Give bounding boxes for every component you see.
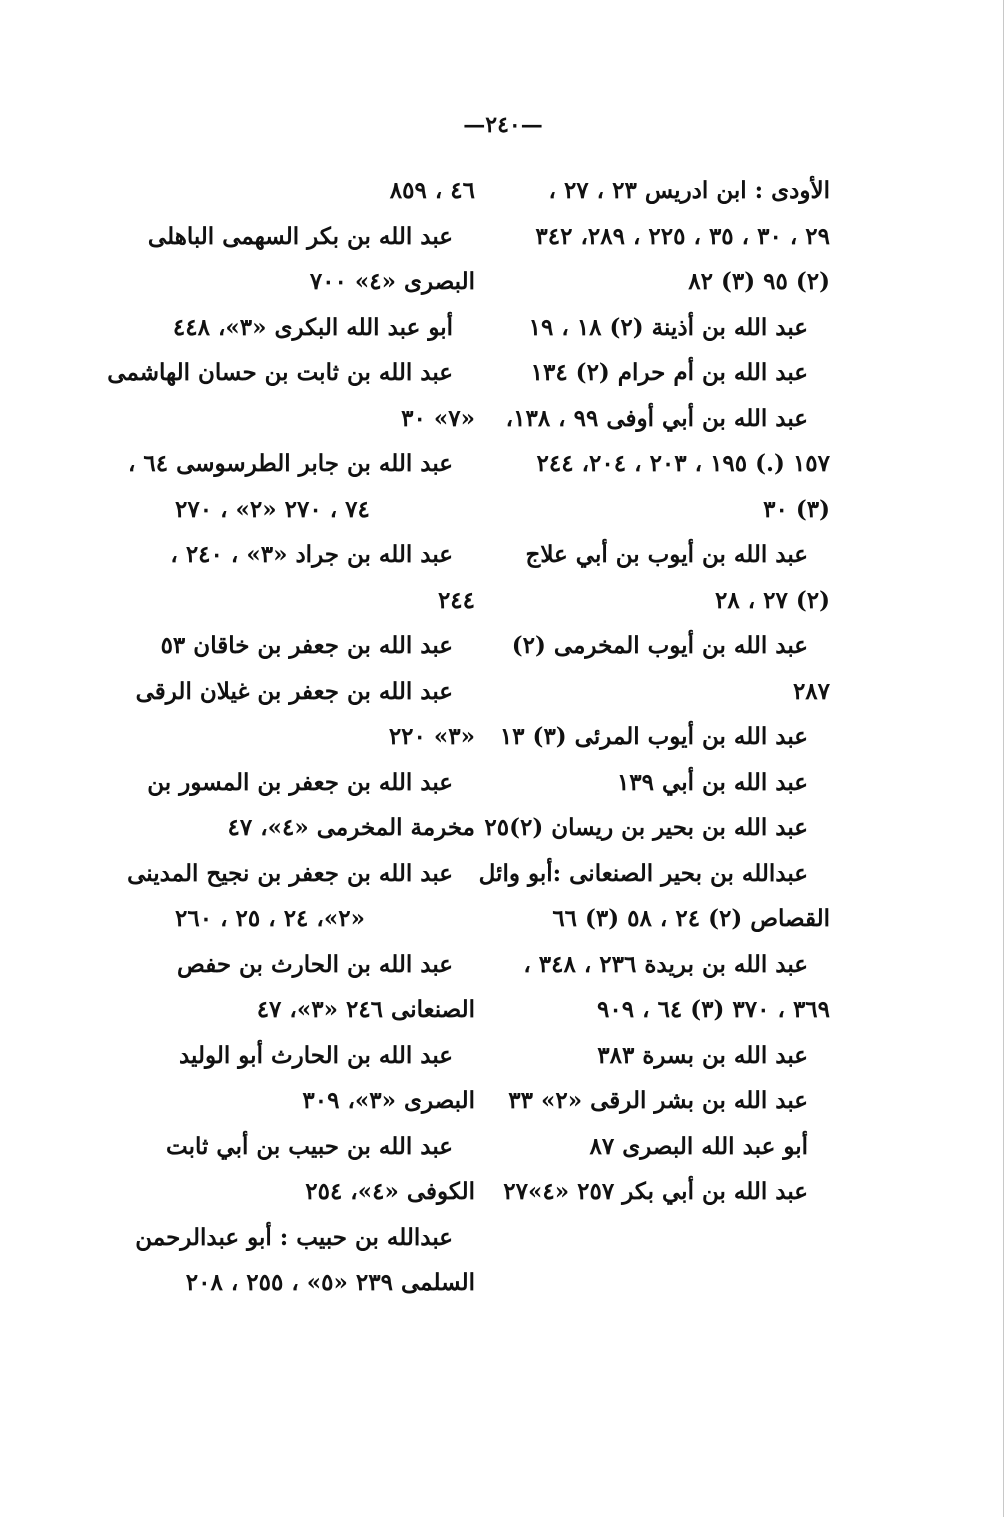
- index-entry-line: ٢٨٧: [792, 677, 830, 705]
- index-entry-line: عبد الله بن الحارث بن حفص: [177, 950, 453, 978]
- index-entry-line: عبد الله بن أيوب بن أبي علاج: [525, 541, 808, 568]
- index-entry-line: (٣) ٣٠: [763, 495, 830, 523]
- index-entry-line: عبد الله بن أيوب المرئى (٣) ١٣: [499, 723, 808, 750]
- index-entry-line: عبد الله بن بسرة ٣٨٣: [597, 1041, 808, 1069]
- index-entry-line: عبد الله بن بحير بن ريسان (٢)٢٥: [484, 814, 808, 841]
- index-column-right: [478, 168, 830, 1215]
- index-entry-line: ٣٦٩ ، ٣٧٠ (٣) ٦٤ ، ٩٠٩: [597, 996, 830, 1023]
- index-entry-line: عبد الله بن بريدة ٢٣٦ ، ٣٤٨ ،: [523, 950, 808, 978]
- index-entry-line: عبد الله بن جراد «٣» ، ٢٤٠ ،: [170, 541, 453, 568]
- index-entry-line: (٢) ٢٧ ، ٢٨: [714, 586, 830, 614]
- index-entry-line: عبد الله بن جعفر بن خاقان ٥٣: [160, 632, 453, 659]
- index-entry-line: الكوفى «٤»، ٢٥٤: [305, 1178, 475, 1205]
- index-entry-line: عبد الله بن أم حرام (٢) ١٣٤: [530, 359, 808, 386]
- index-entry-line: الأودى : ابن ادريس ٢٣ ، ٢٧ ،: [548, 177, 830, 204]
- index-entry-line: عبد الله بن جابر الطرسوسى ٦٤ ،: [127, 450, 453, 477]
- index-entry-line: عبد الله بن بشر الرقى «٢» ٣٣: [508, 1087, 808, 1114]
- index-entry-line: عبد الله بن جعفر بن نجيح المدينى: [127, 859, 453, 887]
- index-entry-line: عبد الله بن أبي أوفى ٩٩ ، ١٣٨،: [505, 404, 808, 432]
- index-entry-line: مخرمة المخرمى «٤»، ٤٧: [227, 814, 475, 841]
- index-entry-line: أبو عبد الله البكرى «٣»، ٤٤٨: [172, 313, 453, 341]
- index-column-left: [107, 168, 475, 1306]
- index-entry-line: ٢٤٤: [437, 586, 475, 614]
- index-entry-line: الصنعانى ٢٤٦ «٣»، ٤٧: [256, 996, 475, 1023]
- index-entry-line: البصرى «٣»، ٣٠٩: [302, 1087, 475, 1114]
- index-entry-line: عبد الله بن أذينة (٢) ١٨ ، ١٩: [528, 313, 808, 341]
- index-entry-line: عبد الله بن أيوب المخرمى (٢): [511, 632, 808, 659]
- index-entry-line: عبد الله بن بكر السهمى الباهلى: [147, 222, 453, 250]
- index-entry-line: عبد الله بن أبي ١٣٩: [616, 768, 808, 796]
- page-number: —٢٤٠—: [463, 112, 543, 138]
- index-entry-line: ١٥٧ (.) ١٩٥ ، ٢٠٣ ، ٢٠٤، ٢٤٤: [536, 450, 830, 477]
- index-entry-line: عبد الله بن حبيب بن أبي ثابت: [166, 1132, 453, 1160]
- page-edge-line: [1003, 0, 1004, 1517]
- index-entry-line: عبد الله بن الحارث أبو الوليد: [178, 1041, 453, 1069]
- index-entry-line: «٧» ٣٠: [401, 404, 475, 432]
- index-entry-line: «٣» ٢٢٠: [388, 723, 475, 750]
- index-entry-line: البصرى «٤» ٧٠٠: [309, 268, 475, 295]
- index-entry-line: عبد الله بن جعفر بن المسور بن: [147, 768, 453, 796]
- index-entry-line: عبد الله بن جعفر بن غيلان الرقى: [135, 677, 453, 705]
- index-entry-line: عبدالله بن بحير الصنعانى :أبو وائل: [478, 859, 808, 887]
- index-entry-line: أبو عبد الله البصرى ٨٧: [589, 1132, 808, 1160]
- index-entry-line: (٢) ٩٥ (٣) ٨٢: [688, 268, 830, 295]
- index-entry-line: ٢٩ ، ٣٠ ، ٣٥ ، ٢٢٥ ، ٢٨٩، ٣٤٢: [535, 222, 830, 250]
- index-entry-line: ٤٦ ، ٨٥٩: [389, 177, 475, 204]
- index-entry-line: القصاص (٢) ٢٤ ، ٥٨ (٣) ٦٦: [552, 905, 830, 932]
- index-entry-line: عبدالله بن حبيب : أبو عبدالرحمن: [135, 1223, 453, 1251]
- index-entry-line: «٢»، ٢٤ ، ٢٥ ، ٢٦٠: [175, 905, 365, 932]
- index-entry-line: ٧٤ ، ٢٧٠ «٢» ، ٢٧٠: [175, 495, 370, 523]
- index-entry-line: عبد الله بن أبي بكر ٢٥٧ «٤»٢٧: [503, 1178, 808, 1205]
- index-entry-line: عبد الله بن ثابت بن حسان الهاشمى: [107, 359, 453, 386]
- index-entry-line: السلمى ٢٣٩ «٥» ، ٢٥٥ ، ٢٠٨: [185, 1269, 475, 1296]
